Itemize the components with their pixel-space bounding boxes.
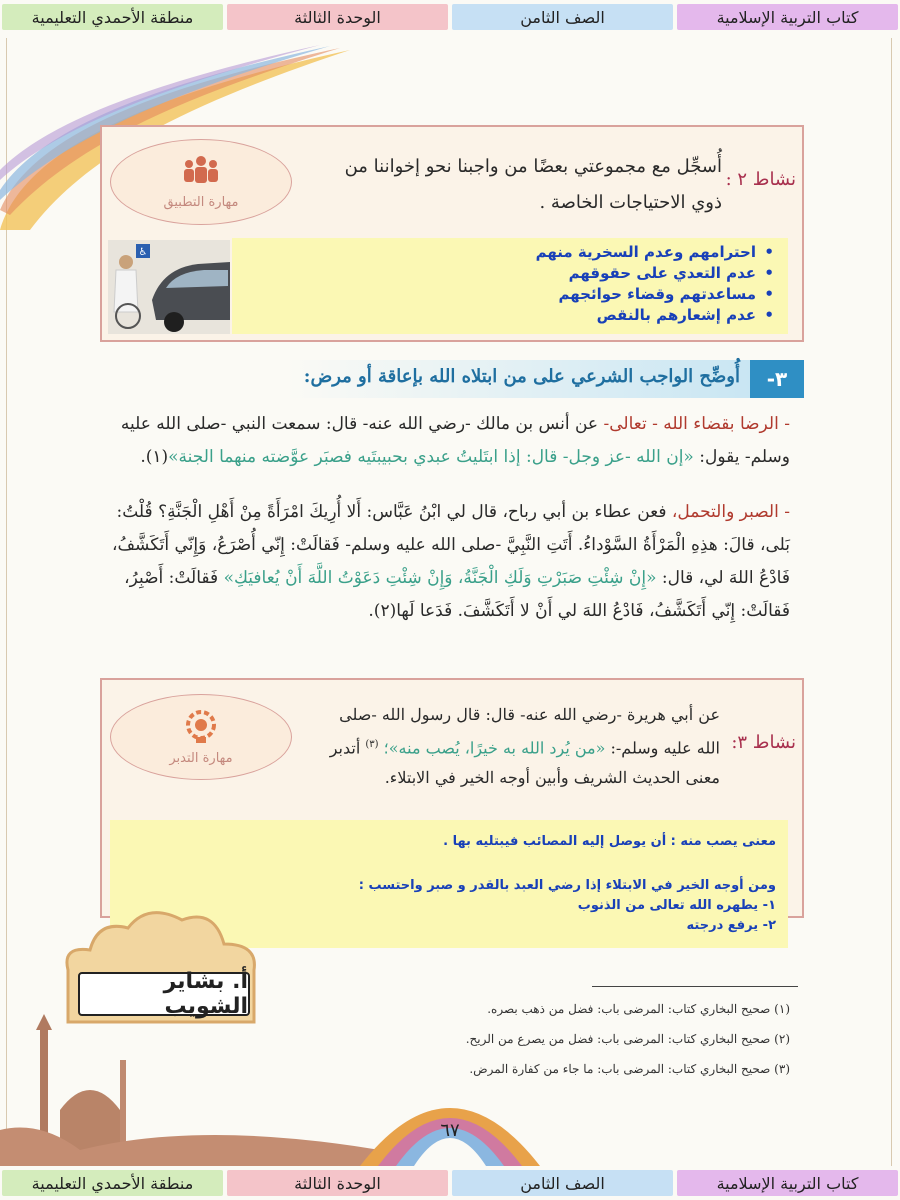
activity-2-label: نشاط ٢ :	[725, 169, 796, 190]
footer-district: منطقة الأحمدي التعليمية	[2, 1170, 223, 1196]
wheelchair-car-photo	[108, 240, 230, 334]
footer-unit: الوحدة الثالثة	[227, 1170, 448, 1196]
paragraph-patience: - الصبر والتحمل، فعن عطاء بن أبي رباح، قال لي ابْنُ عَبَّاس: أَلا أُرِيكَ امْرَأَةً مِنْ أَهْلِ الْجَنَّةِ؟ قُلْتُ: بَلى، قالَ: هذِهِ الْمَرْأَةُ السَّوْداءُ. أَتَتِ النَّبِيَّ -صلى الله عليه وسلم- فَقالَتْ: إِنّي أُصْرَعُ، وَإِنّي أَتَكَشَّفُ، فَادْعُ اللهَ لي، قال: «إِنْ شِئْتِ صَبَرْتِ وَلَكِ الْجَنَّةُ، وَإِنْ شِئْتِ دَعَوْتُ اللَّهَ أَنْ يُعافيَكِ» فَقالَتْ: أَصْبِرُ، فَقالَتْ: إِنّي أَتَكَشَّفُ، فَادْعُ اللهَ لي أَنْ لا أَتَكَشَّفَ. فَدَعا لَها(٢).	[111, 502, 790, 621]
footer-bar	[0, 1166, 900, 1200]
activity-2-answers	[232, 238, 788, 334]
svg-text:♿: ♿	[138, 247, 148, 258]
footnote-divider	[592, 986, 798, 987]
footnote-3: (٣) صحيح البخاري كتاب: المرضى باب: ما جاء من كفارة المرض.	[469, 1062, 790, 1076]
mosque-silhouette	[0, 1010, 380, 1166]
footer-grade: الصف الثامن	[452, 1170, 673, 1196]
section-3-number: ٣-	[750, 360, 804, 398]
answer-item: • عدم إشعارهم بالنقص	[232, 305, 756, 326]
answer-item: • احترامهم وعدم السخرية منهم	[232, 242, 756, 263]
footer-book-title: كتاب التربية الإسلامية	[677, 1170, 898, 1196]
answer-item: • عدم التعدي على حقوقهم	[232, 263, 756, 284]
header-unit: الوحدة الثالثة	[227, 4, 448, 30]
teacher-name-badge: أ. بشاير الشويب	[78, 972, 250, 1016]
brain-gear-icon	[181, 709, 221, 745]
activity-3-answer: معنى يصب منه : أن يوصل إليه المصائب فيبتليه بها . ومن أوجه الخير في الابتلاء إذا رضي العبد بالقدر و صبر واحتسب : ١- يطهره الله تعالى من الذنوب ٢- يرفع درجته	[110, 820, 788, 948]
page-number-arch	[360, 1070, 540, 1166]
paragraph-contentment: - الرضا بقضاء الله - تعالى- عن أنس بن مالك -رضي الله عنه- قال: سمعت النبي -صلى الله عليه وسلم- يقول: «إن الله -عز وجل- قال: إذا ابتَليتُ عبدي بحبيبتَيه فصبَر عوَّضته منهما الجنة»(١).	[120, 414, 790, 467]
skill-badge-reflection: مهارة التدبر	[110, 694, 292, 780]
group-people-icon	[179, 155, 223, 189]
answer-item: • مساعدتهم وقضاء حوائجهم	[232, 284, 756, 305]
activity-3-label: نشاط ٣:	[731, 732, 796, 753]
section-3-title: أُوضِّح الواجب الشرعي على من ابتلاه الله بإعاقة أو مرض:	[303, 366, 740, 387]
activity-3-text: عن أبي هريرة -رضي الله عنه- قال: قال رسول الله -صلى الله عليه وسلم-: «من يُرد الله به خيرًا، يُصب منه»؛ $^{(٣)}$ أتدبر معنى الحديث الشريف وأبين أوجه الخير في الابتلاء.	[329, 705, 720, 788]
footnote-2: (٢) صحيح البخاري كتاب: المرضى باب: فضل من يصرع من الريح.	[465, 1032, 790, 1046]
footnote-1: (١) صحيح البخاري كتاب: المرضى باب: فضل من ذهب بصره.	[487, 1002, 790, 1016]
skill-badge-application: مهارة التطبيق	[110, 139, 292, 225]
header-bar	[0, 0, 900, 34]
header-book-title: كتاب التربية الإسلامية	[677, 4, 898, 30]
activity-2-text: أُسجِّل مع مجموعتي بعضًا من واجبنا نحو إخواننا من ذوي الاحتياجات الخاصة .	[344, 156, 722, 213]
header-district: منطقة الأحمدي التعليمية	[2, 4, 223, 30]
header-grade: الصف الثامن	[452, 4, 673, 30]
page-number: ٦٧	[440, 1120, 460, 1141]
